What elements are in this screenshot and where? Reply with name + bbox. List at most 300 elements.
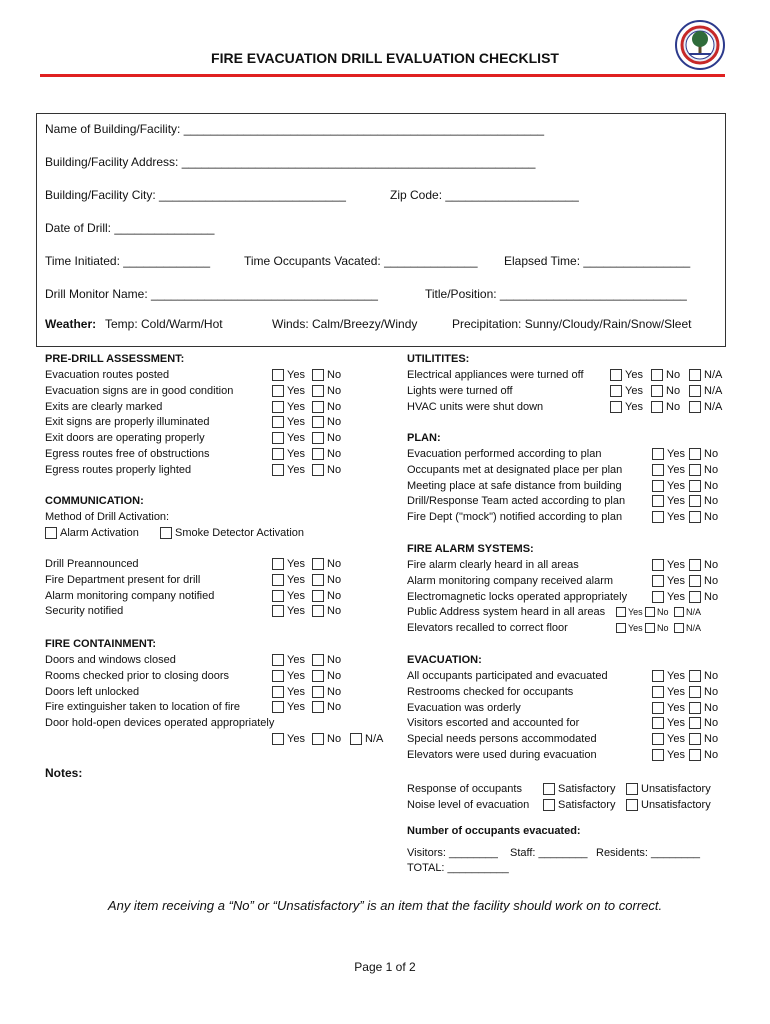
evacuation-2-yes-checkbox[interactable] — [652, 702, 664, 714]
method-of-activation-label: Method of Drill Activation: — [45, 511, 170, 523]
fire-alarm-item-label: Alarm monitoring company received alarm — [407, 574, 614, 587]
elevators-recalled-no-checkbox[interactable] — [645, 623, 655, 633]
fire-alarm-1-yes-option[interactable] — [652, 575, 685, 587]
noise-unsatisfactory-option[interactable] — [626, 799, 711, 811]
pre-drill-1-no-label: No — [327, 384, 342, 397]
evacuation-0-yes-label: Yes — [667, 670, 685, 682]
building-address-field[interactable]: Building/Facility Address: _____________________________________________________ — [45, 155, 536, 169]
utilities-0-no-option[interactable] — [651, 369, 680, 381]
plan-1-yes-option[interactable] — [652, 464, 685, 476]
containment-1-no-checkbox[interactable] — [312, 670, 324, 682]
communication-3-yes-checkbox[interactable] — [272, 605, 284, 617]
utilities-1-na-label: N/A — [704, 384, 723, 397]
plan-4-yes-checkbox[interactable] — [652, 511, 664, 523]
page-title: FIRE EVACUATION DRILL EVALUATION CHECKLIST — [211, 50, 559, 66]
evacuation-0-no-checkbox[interactable] — [689, 670, 701, 682]
elevators-recalled-na-label: N/A — [686, 623, 702, 633]
utilities-2-yes-option[interactable] — [610, 401, 643, 413]
evacuation-0-yes-option[interactable] — [652, 670, 685, 682]
evacuation-heading: EVACUATION: — [407, 654, 482, 666]
plan-2-no-option[interactable] — [689, 480, 718, 492]
evacuation-3-yes-checkbox[interactable] — [652, 717, 664, 729]
evacuation-5-no-option[interactable] — [689, 749, 718, 761]
response-satisfactory-checkbox[interactable] — [543, 783, 555, 795]
weather-winds: Winds: Calm/Breezy/Windy — [272, 317, 418, 331]
evacuation-item-label: Restrooms checked for occupants — [407, 685, 574, 698]
plan-0-yes-label: Yes — [667, 448, 685, 460]
fire-alarm-item-label: Fire alarm clearly heard in all areas — [407, 559, 579, 571]
evacuation-3-no-checkbox[interactable] — [689, 717, 701, 729]
visitors-count-field[interactable]: Visitors: ________ — [407, 847, 498, 859]
date-of-drill-field[interactable]: Date of Drill: _______________ — [45, 221, 215, 235]
pre-drill-1-no-checkbox[interactable] — [312, 385, 324, 397]
pre-drill-1-yes-label: Yes — [287, 384, 305, 397]
pre-drill-3-no-label: No — [327, 416, 342, 429]
hold-open-na-option[interactable] — [350, 733, 383, 745]
utilities-1-na-checkbox[interactable] — [689, 385, 701, 397]
containment-1-no-option[interactable] — [312, 670, 341, 682]
communication-3-no-option[interactable] — [312, 605, 341, 617]
noise-satisfactory-option[interactable] — [543, 799, 615, 811]
containment-3-no-option[interactable] — [312, 701, 341, 713]
noise-satisfactory-checkbox[interactable] — [543, 799, 555, 811]
containment-2-no-checkbox[interactable] — [312, 686, 324, 698]
utilities-item-label: Lights were turned off — [407, 384, 513, 397]
hold-open-no-option[interactable] — [312, 733, 341, 745]
plan-1-yes-checkbox[interactable] — [652, 464, 664, 476]
smoke-detector-option[interactable]: Smoke Detector Activation — [160, 527, 304, 539]
plan-3-yes-option[interactable] — [652, 495, 685, 507]
pa-system-yes-label: Yes — [628, 607, 643, 617]
fire-alarm-2-no-label: No — [704, 590, 719, 603]
pre-drill-6-no-checkbox[interactable] — [312, 464, 324, 476]
evacuation-5-yes-label: Yes — [667, 749, 685, 761]
utilities-2-na-option[interactable] — [689, 401, 722, 413]
pre-drill-5-yes-option[interactable] — [272, 448, 305, 460]
containment-0-yes-checkbox[interactable] — [272, 654, 284, 666]
plan-2-yes-option[interactable] — [652, 480, 685, 492]
containment-3-no-label: No — [327, 701, 342, 714]
evacuation-0-no-label: No — [704, 670, 719, 682]
elevators-recalled-na-checkbox[interactable] — [674, 623, 684, 633]
elapsed-time-field[interactable]: Elapsed Time: ________________ — [504, 254, 691, 268]
evacuation-0-no-option[interactable] — [689, 670, 718, 682]
containment-3-yes-label: Yes — [287, 701, 305, 714]
plan-3-no-option[interactable] — [689, 495, 718, 507]
containment-3-yes-checkbox[interactable] — [272, 701, 284, 713]
fire-alarm-item-label: Electromagnetic locks operated appropriately — [407, 590, 628, 603]
time-vacated-field[interactable]: Time Occupants Vacated: ______________ — [244, 254, 478, 268]
evacuation-4-no-label: No — [704, 733, 719, 746]
fire-containment-heading: FIRE CONTAINMENT: — [45, 638, 157, 650]
containment-2-no-option[interactable] — [312, 686, 341, 698]
time-initiated-field[interactable]: Time Initiated: _____________ — [45, 254, 211, 268]
plan-0-no-checkbox[interactable] — [689, 448, 701, 460]
pa-system-na-checkbox[interactable] — [674, 607, 684, 617]
staff-count-field[interactable]: Staff: ________ — [510, 847, 588, 859]
containment-item-label: Fire extinguisher taken to location of fire — [45, 701, 241, 714]
communication-0-yes-label: Yes — [287, 558, 305, 570]
communication-item-label: Drill Preannounced — [45, 558, 139, 570]
fire-alarm-2-no-checkbox[interactable] — [689, 591, 701, 603]
evacuation-item-label: Evacuation was orderly — [407, 701, 521, 714]
pre-drill-2-no-label: No — [327, 400, 342, 413]
utilities-2-no-option[interactable] — [651, 401, 680, 413]
pre-drill-4-no-option[interactable] — [312, 432, 341, 444]
zip-code-field[interactable]: Zip Code: ____________________ — [390, 188, 579, 202]
fire-alarm-1-no-option[interactable] — [689, 575, 718, 587]
noise-label: Noise level of evacuation — [407, 799, 530, 811]
evacuation-item-label: Visitors escorted and accounted for — [407, 717, 580, 730]
containment-1-no-label: No — [327, 669, 342, 682]
pre-drill-2-yes-checkbox[interactable] — [272, 401, 284, 413]
plan-2-yes-checkbox[interactable] — [652, 480, 664, 492]
notes-label: Notes: — [45, 766, 83, 780]
hold-open-na-label: N/A — [365, 733, 384, 745]
pre-drill-6-yes-checkbox[interactable] — [272, 464, 284, 476]
plan-0-no-label: No — [704, 448, 719, 460]
evacuation-4-no-option[interactable] — [689, 733, 718, 745]
plan-heading: PLAN: — [407, 432, 441, 444]
utilities-item-label: Electrical appliances were turned off — [407, 369, 584, 381]
communication-3-no-checkbox[interactable] — [312, 605, 324, 617]
communication-item-label: Fire Department present for drill — [45, 573, 201, 586]
pre-drill-item-label: Exit signs are properly illuminated — [45, 416, 210, 429]
communication-1-no-label: No — [327, 573, 342, 586]
occupant-count-heading: Number of occupants evacuated: — [407, 825, 581, 837]
response-unsatisfactory-option[interactable] — [626, 783, 711, 795]
pre-drill-0-no-checkbox[interactable] — [312, 369, 324, 381]
utilities-1-no-checkbox[interactable] — [651, 385, 663, 397]
pre-drill-5-yes-label: Yes — [287, 448, 305, 460]
communication-2-yes-label: Yes — [287, 589, 305, 602]
fire-alarm-1-yes-checkbox[interactable] — [652, 575, 664, 587]
containment-item-label: Rooms checked prior to closing doors — [45, 669, 230, 682]
pre-drill-2-no-checkbox[interactable] — [312, 401, 324, 413]
evacuation-5-no-checkbox[interactable] — [689, 749, 701, 761]
building-city-field[interactable]: Building/Facility City: ____________________________ — [45, 188, 346, 202]
fire-alarm-0-yes-label: Yes — [667, 559, 685, 571]
containment-0-yes-label: Yes — [287, 654, 305, 666]
communication-heading: COMMUNICATION: — [45, 495, 144, 507]
hold-open-yes-option[interactable] — [272, 733, 305, 745]
evacuation-1-yes-checkbox[interactable] — [652, 686, 664, 698]
pre-drill-6-no-label: No — [327, 463, 342, 476]
utilities-1-na-option[interactable] — [689, 385, 722, 397]
evacuation-0-yes-checkbox[interactable] — [652, 670, 664, 682]
pre-drill-1-yes-checkbox[interactable] — [272, 385, 284, 397]
city-seal-logo — [675, 20, 725, 70]
pa-system-yes-option[interactable] — [616, 607, 643, 617]
communication-1-yes-label: Yes — [287, 573, 305, 586]
pa-system-label: Public Address system heard in all areas — [407, 606, 606, 618]
communication-1-yes-option[interactable] — [272, 574, 305, 586]
drill-monitor-field[interactable]: Drill Monitor Name: __________________________________ — [45, 287, 378, 301]
containment-1-yes-checkbox[interactable] — [272, 670, 284, 682]
utilities-1-yes-checkbox[interactable] — [610, 385, 622, 397]
building-name-field[interactable]: Name of Building/Facility: ______________________________________________________ — [45, 122, 545, 136]
utilities-1-yes-label: Yes — [625, 384, 643, 397]
pre-drill-3-no-option[interactable] — [312, 416, 341, 428]
pre-drill-item-label: Exit doors are operating properly — [45, 432, 205, 445]
pa-system-no-label: No — [657, 607, 669, 617]
fire-alarm-0-no-label: No — [704, 559, 719, 571]
utilities-2-na-checkbox[interactable] — [689, 401, 701, 413]
pre-drill-5-yes-checkbox[interactable] — [272, 448, 284, 460]
plan-1-no-option[interactable] — [689, 464, 718, 476]
pre-drill-item-label: Evacuation signs are in good condition — [45, 384, 234, 397]
pre-drill-3-no-checkbox[interactable] — [312, 416, 324, 428]
plan-3-no-label: No — [704, 495, 719, 508]
utilities-heading: UTILITITES: — [407, 353, 470, 365]
containment-2-yes-checkbox[interactable] — [272, 686, 284, 698]
plan-item-label: Occupants met at designated place per plan — [407, 463, 623, 476]
pre-drill-6-no-option[interactable] — [312, 464, 341, 476]
plan-0-no-option[interactable] — [689, 448, 718, 460]
utilities-0-yes-option[interactable] — [610, 369, 643, 381]
evacuation-item-label: All occupants participated and evacuated — [407, 670, 608, 682]
containment-0-no-label: No — [327, 654, 342, 666]
pre-drill-1-no-option[interactable] — [312, 385, 341, 397]
pa-system-no-option[interactable] — [645, 607, 669, 617]
utilities-0-na-option[interactable] — [689, 369, 722, 381]
utilities-2-no-label: No — [666, 400, 681, 413]
plan-0-yes-option[interactable] — [652, 448, 685, 460]
containment-3-no-checkbox[interactable] — [312, 701, 324, 713]
noise-satisfactory-label: Satisfactory — [558, 799, 616, 811]
evacuation-3-no-label: No — [704, 717, 719, 730]
evacuation-item-label: Elevators were used during evacuation — [407, 749, 597, 761]
utilities-1-no-option[interactable] — [651, 385, 680, 397]
fire-alarm-1-no-label: No — [704, 574, 719, 587]
utilities-item-label: HVAC units were shut down — [407, 400, 544, 413]
communication-2-no-checkbox[interactable] — [312, 590, 324, 602]
evacuation-4-no-checkbox[interactable] — [689, 733, 701, 745]
utilities-0-na-label: N/A — [704, 369, 723, 381]
communication-3-yes-option[interactable] — [272, 605, 305, 617]
pre-drill-0-yes-checkbox[interactable] — [272, 369, 284, 381]
utilities-0-no-label: No — [666, 369, 681, 381]
evacuation-5-yes-checkbox[interactable] — [652, 749, 664, 761]
communication-item-label: Security notified — [45, 605, 124, 618]
containment-1-yes-label: Yes — [287, 669, 305, 682]
pre-drill-5-no-label: No — [327, 448, 342, 460]
fire-alarm-2-yes-option[interactable] — [652, 591, 685, 603]
response-label: Response of occupants — [407, 783, 522, 795]
plan-0-yes-checkbox[interactable] — [652, 448, 664, 460]
response-unsatisfactory-checkbox[interactable] — [626, 783, 638, 795]
elevators-recalled-na-option[interactable] — [674, 623, 701, 633]
fire-alarm-0-no-checkbox[interactable] — [689, 559, 701, 571]
pre-drill-4-no-checkbox[interactable] — [312, 432, 324, 444]
evacuation-2-yes-option[interactable] — [652, 702, 685, 714]
pre-drill-4-yes-checkbox[interactable] — [272, 432, 284, 444]
title-divider — [40, 74, 725, 77]
communication-2-yes-option[interactable] — [272, 590, 305, 602]
response-satisfactory-label: Satisfactory — [558, 783, 616, 795]
containment-2-yes-option[interactable] — [272, 686, 305, 698]
communication-0-no-label: No — [327, 558, 342, 570]
plan-3-yes-checkbox[interactable] — [652, 495, 664, 507]
evacuation-3-yes-option[interactable] — [652, 717, 685, 729]
pre-drill-item-label: Egress routes properly lighted — [45, 463, 192, 476]
elevators-recalled-yes-label: Yes — [628, 623, 643, 633]
footer-note: Any item receiving a “No” or “Unsatisfactory” is an item that the facility should work on to correct. — [107, 898, 663, 913]
pre-drill-3-yes-checkbox[interactable] — [272, 416, 284, 428]
noise-unsatisfactory-checkbox[interactable] — [626, 799, 638, 811]
communication-0-no-checkbox[interactable] — [312, 558, 324, 570]
utilities-0-no-checkbox[interactable] — [651, 369, 663, 381]
utilities-2-na-label: N/A — [704, 400, 723, 413]
containment-0-no-option[interactable] — [312, 654, 341, 666]
weather-temp: Temp: Cold/Warm/Hot — [105, 317, 223, 331]
hold-open-label: Door hold-open devices operated appropriately — [45, 717, 275, 729]
evacuation-2-no-option[interactable] — [689, 702, 718, 714]
fire-alarm-1-yes-label: Yes — [667, 574, 685, 587]
plan-item-label: Drill/Response Team acted according to plan — [407, 495, 626, 508]
containment-0-no-checkbox[interactable] — [312, 654, 324, 666]
containment-0-yes-option[interactable] — [272, 654, 305, 666]
evacuation-1-yes-label: Yes — [667, 685, 685, 698]
evacuation-2-no-checkbox[interactable] — [689, 702, 701, 714]
communication-1-no-option[interactable] — [312, 574, 341, 586]
plan-2-no-label: No — [704, 479, 719, 492]
pre-drill-3-yes-option[interactable] — [272, 416, 305, 428]
fire-alarm-2-yes-checkbox[interactable] — [652, 591, 664, 603]
evacuation-5-no-label: No — [704, 749, 719, 761]
fire-alarm-0-yes-checkbox[interactable] — [652, 559, 664, 571]
alarm-activation-checkbox[interactable] — [45, 527, 57, 539]
evacuation-5-yes-option[interactable] — [652, 749, 685, 761]
pre-drill-heading: PRE-DRILL ASSESSMENT: — [45, 353, 185, 365]
elevators-recalled-yes-option[interactable] — [616, 623, 643, 633]
pre-drill-5-no-option[interactable] — [312, 448, 341, 460]
elevators-recalled-no-label: No — [657, 623, 669, 633]
plan-item-label: Meeting place at safe distance from building — [407, 479, 622, 492]
utilities-2-no-checkbox[interactable] — [651, 401, 663, 413]
pre-drill-2-yes-label: Yes — [287, 400, 305, 413]
plan-item-label: Fire Dept ("mock") notified according to plan — [407, 511, 623, 524]
pre-drill-4-yes-option[interactable] — [272, 432, 305, 444]
evacuation-4-yes-option[interactable] — [652, 733, 685, 745]
plan-1-no-label: No — [704, 463, 719, 476]
containment-1-yes-option[interactable] — [272, 670, 305, 682]
communication-0-no-option[interactable] — [312, 558, 341, 570]
pre-drill-item-label: Evacuation routes posted — [45, 369, 170, 381]
evacuation-1-no-label: No — [704, 685, 719, 698]
hold-open-yes-checkbox[interactable] — [272, 733, 284, 745]
plan-1-no-checkbox[interactable] — [689, 464, 701, 476]
plan-item-label: Evacuation performed according to plan — [407, 448, 602, 460]
pre-drill-5-no-checkbox[interactable] — [312, 448, 324, 460]
containment-3-yes-option[interactable] — [272, 701, 305, 713]
pre-drill-6-yes-label: Yes — [287, 463, 305, 476]
smoke-detector-checkbox[interactable] — [160, 527, 172, 539]
pre-drill-4-no-label: No — [327, 432, 342, 445]
pre-drill-2-no-option[interactable] — [312, 401, 341, 413]
residents-count-field[interactable]: Residents: ________ — [596, 847, 700, 859]
containment-2-yes-label: Yes — [287, 685, 305, 698]
communication-1-yes-checkbox[interactable] — [272, 574, 284, 586]
pre-drill-1-yes-option[interactable] — [272, 385, 305, 397]
pa-system-no-checkbox[interactable] — [645, 607, 655, 617]
pre-drill-6-yes-option[interactable] — [272, 464, 305, 476]
evacuation-1-yes-option[interactable] — [652, 686, 685, 698]
communication-3-yes-label: Yes — [287, 605, 305, 618]
title-position-field[interactable]: Title/Position: ____________________________ — [425, 287, 687, 301]
pre-drill-item-label: Exits are clearly marked — [45, 400, 163, 413]
utilities-0-na-checkbox[interactable] — [689, 369, 701, 381]
fire-alarm-0-yes-option[interactable] — [652, 559, 685, 571]
utilities-0-yes-label: Yes — [625, 369, 643, 381]
fire-alarm-2-yes-label: Yes — [667, 590, 685, 603]
utilities-1-no-label: No — [666, 384, 681, 397]
pre-drill-2-yes-option[interactable] — [272, 401, 305, 413]
hold-open-yes-label: Yes — [287, 733, 305, 745]
pa-system-yes-checkbox[interactable] — [616, 607, 626, 617]
utilities-1-yes-option[interactable] — [610, 385, 643, 397]
pre-drill-3-yes-label: Yes — [287, 416, 305, 429]
alarm-activation-option[interactable]: Alarm Activation — [45, 527, 139, 539]
communication-2-no-option[interactable] — [312, 590, 341, 602]
plan-3-no-checkbox[interactable] — [689, 495, 701, 507]
fire-alarm-0-no-option[interactable] — [689, 559, 718, 571]
plan-3-yes-label: Yes — [667, 495, 685, 508]
communication-3-no-label: No — [327, 605, 342, 618]
communication-0-yes-checkbox[interactable] — [272, 558, 284, 570]
communication-2-yes-checkbox[interactable] — [272, 590, 284, 602]
hold-open-no-checkbox[interactable] — [312, 733, 324, 745]
communication-0-yes-option[interactable] — [272, 558, 305, 570]
evacuation-4-yes-checkbox[interactable] — [652, 733, 664, 745]
fire-alarm-2-no-option[interactable] — [689, 591, 718, 603]
noise-unsatisfactory-label: Unsatisfactory — [641, 799, 711, 811]
plan-4-no-option[interactable] — [689, 511, 718, 523]
page-number: Page 1 of 2 — [354, 960, 416, 974]
pre-drill-4-yes-label: Yes — [287, 432, 305, 445]
evacuation-1-no-option[interactable] — [689, 686, 718, 698]
response-satisfactory-option[interactable] — [543, 783, 615, 795]
evacuation-2-yes-label: Yes — [667, 701, 685, 714]
evacuation-1-no-checkbox[interactable] — [689, 686, 701, 698]
fire-alarm-1-no-checkbox[interactable] — [689, 575, 701, 587]
communication-item-label: Alarm monitoring company notified — [45, 589, 215, 602]
plan-4-yes-option[interactable] — [652, 511, 685, 523]
elevators-recalled-no-option[interactable] — [645, 623, 669, 633]
pre-drill-0-yes-option[interactable] — [272, 369, 305, 381]
evacuation-3-no-option[interactable] — [689, 717, 718, 729]
pre-drill-0-no-label: No — [327, 369, 342, 381]
communication-1-no-checkbox[interactable] — [312, 574, 324, 586]
hold-open-no-label: No — [327, 733, 342, 745]
weather-label: Weather: — [45, 317, 97, 331]
plan-4-no-checkbox[interactable] — [689, 511, 701, 523]
utilities-0-yes-checkbox[interactable] — [610, 369, 622, 381]
weather-precipitation: Precipitation: Sunny/Cloudy/Rain/Snow/Sleet — [452, 317, 692, 331]
response-unsatisfactory-label: Unsatisfactory — [641, 783, 711, 795]
fire-alarm-heading: FIRE ALARM SYSTEMS: — [407, 543, 534, 555]
hold-open-na-checkbox[interactable] — [350, 733, 362, 745]
elevators-recalled-yes-checkbox[interactable] — [616, 623, 626, 633]
pa-system-na-option[interactable] — [674, 607, 701, 617]
pre-drill-item-label: Egress routes free of obstructions — [45, 448, 210, 460]
pre-drill-0-no-option[interactable] — [312, 369, 341, 381]
total-count-field[interactable]: TOTAL: __________ — [407, 862, 509, 874]
utilities-2-yes-checkbox[interactable] — [610, 401, 622, 413]
plan-2-no-checkbox[interactable] — [689, 480, 701, 492]
containment-2-no-label: No — [327, 685, 342, 698]
communication-2-no-label: No — [327, 589, 342, 602]
